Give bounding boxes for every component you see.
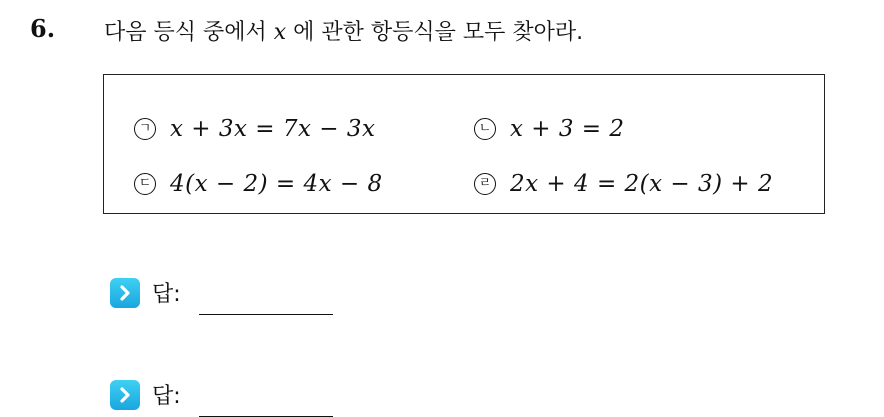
answer-label-1: 답:: [152, 282, 181, 307]
chevron-right-icon: [110, 380, 140, 410]
answer-blank-1[interactable]: [199, 282, 333, 315]
question-text-before: 다음 등식 중에서: [104, 20, 274, 45]
option-4-mark: ㄹ: [474, 173, 496, 195]
option-1-expression: x + 3x = 7x − 3x: [170, 116, 376, 142]
answer-row-1: [110, 270, 333, 315]
option-3-mark: ㄷ: [134, 173, 156, 195]
option-2-mark: ㄴ: [474, 118, 496, 140]
option-4-expression: 2x + 4 = 2(x − 3) + 2: [510, 171, 774, 197]
option-1: [134, 116, 375, 142]
answer-blank-2[interactable]: [199, 384, 333, 417]
option-4: [474, 171, 773, 197]
option-2: [474, 116, 625, 142]
chevron-right-icon-svg: [116, 386, 134, 404]
question-text-after: 에 관한 항등식을 모두 찾아라.: [286, 20, 584, 45]
chevron-right-icon-svg: [116, 284, 134, 302]
question-text: [104, 15, 583, 46]
option-3-expression: 4(x − 2) = 4x − 8: [170, 171, 383, 197]
chevron-right-icon: [110, 278, 140, 308]
option-3: [134, 171, 383, 197]
answer-label-2: 답:: [152, 384, 181, 409]
option-2-expression: x + 3 = 2: [510, 116, 625, 142]
options-box: [103, 74, 825, 214]
question-variable: x: [273, 20, 287, 45]
answer-row-2: [110, 372, 333, 417]
option-1-mark: ㄱ: [134, 118, 156, 140]
question-number: 6.: [30, 14, 56, 43]
